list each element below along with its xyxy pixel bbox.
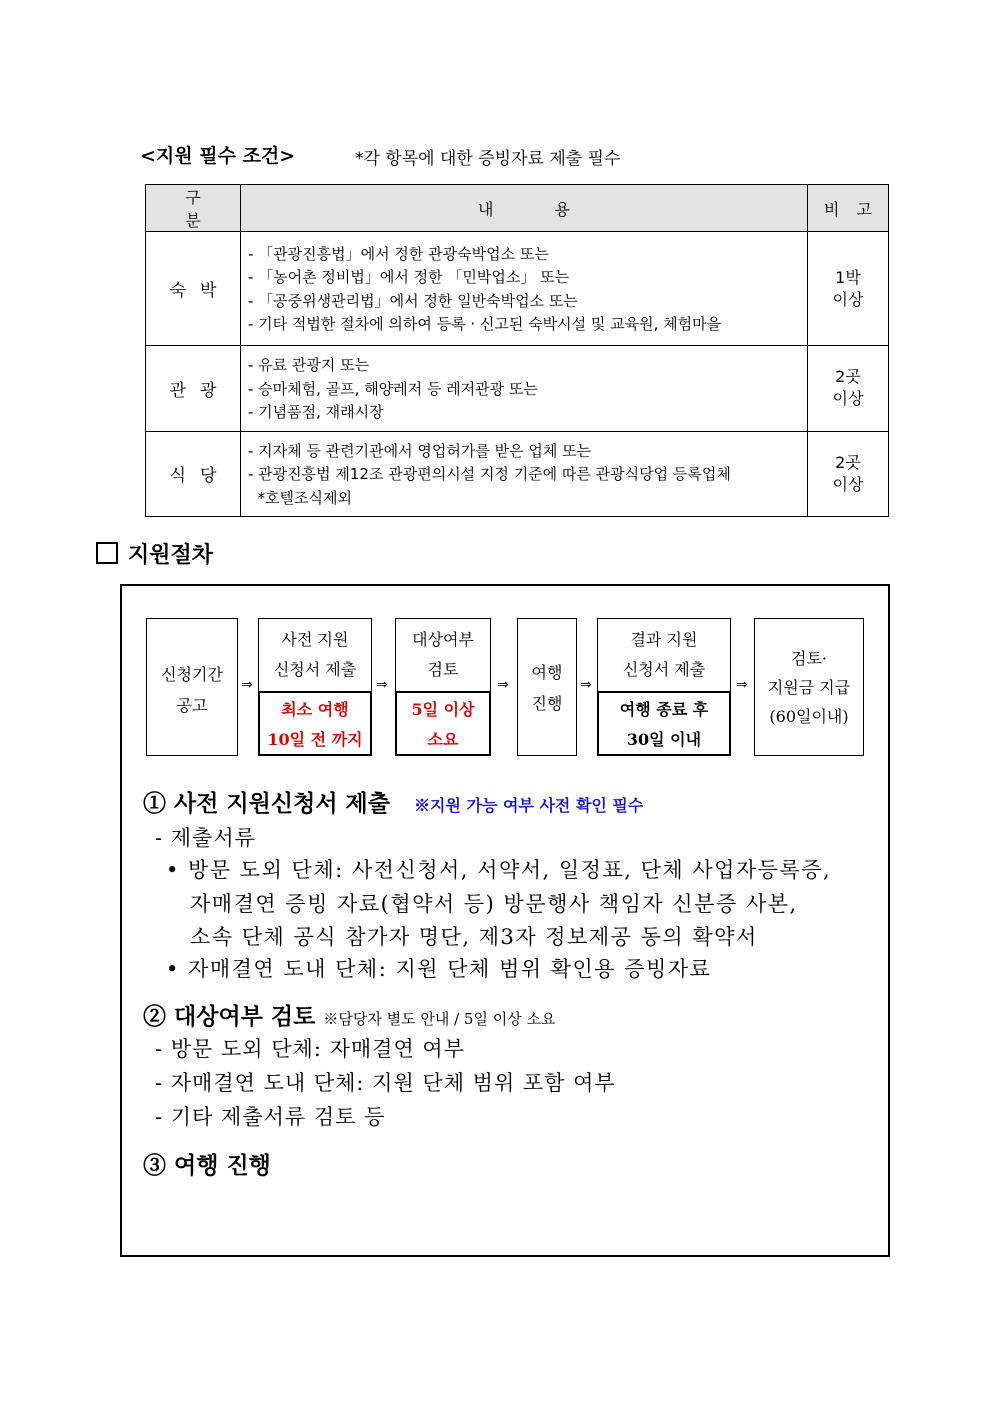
content-line: - 「공중위생관리법」에서 정한 일반숙박업소 또는 <box>248 291 578 310</box>
flow-step-payment <box>754 618 864 756</box>
flow-text: (60일이내) <box>769 707 849 726</box>
header-note: 비 고 <box>808 185 889 232</box>
step2-heading <box>143 998 555 1031</box>
step1-bullet-line: • 자매결연 도내 단체: 지원 단체 범위 확인용 증빙자료 <box>166 957 712 981</box>
step1-heading <box>143 785 643 818</box>
step3-heading: ③ 여행 진행 <box>143 1152 271 1179</box>
conditions-table <box>145 184 889 517</box>
conditions-note: *각 항목에 대한 증빙자료 제출 필수 <box>355 149 621 169</box>
flow-text: 30일 이내 <box>626 730 702 749</box>
content-line: - 기념품점, 재래시장 <box>248 403 384 421</box>
note-line: 이상 <box>832 389 864 409</box>
flow-text: 지원금 지급 <box>767 678 851 697</box>
flow-step-travel <box>517 618 577 756</box>
content-line: - 승마체험, 골프, 해양레저 등 레저관광 또는 <box>248 379 538 398</box>
section-title-text: 지원절차 <box>128 543 214 568</box>
step1-sub: - 제출서류 <box>155 826 256 850</box>
arrow-icon: ⇒ <box>736 677 748 693</box>
step1-note: ※지원 가능 여부 사전 확인 필수 <box>414 796 644 815</box>
content-line: - 기타 적법한 절차에 의하여 등록 · 신고된 숙박시설 및 교육원, 체험마을 <box>248 315 722 333</box>
header-content: 내 용 <box>241 185 808 232</box>
flow-step-pre-application <box>258 618 372 756</box>
flow-text: 여행 종료 후 <box>619 700 709 719</box>
row-note <box>808 346 889 432</box>
flow-text: 10일 전 까지 <box>267 730 363 749</box>
table-row <box>146 431 889 517</box>
header-category: 구 분 <box>146 185 241 232</box>
arrow-icon: ⇒ <box>376 677 388 693</box>
flow-text: 검토· <box>791 649 827 668</box>
step2-item: - 자매결연 도내 단체: 지원 단체 범위 포함 여부 <box>155 1071 616 1095</box>
flow-step-announce <box>146 618 238 756</box>
flow-text: 결과 지원 <box>630 630 698 649</box>
flow-text: 검토 <box>427 660 459 679</box>
step1-bullet-line: • 방문 도외 단체: 사전신청서, 서약서, 일정표, 단체 사업자등록증, <box>166 858 832 882</box>
table-row <box>146 346 889 432</box>
square-icon <box>96 542 118 564</box>
section-title <box>96 538 213 569</box>
note-line: 2곳 <box>835 452 861 472</box>
flow-step-review <box>395 618 491 756</box>
row-category: 관광 <box>146 346 241 432</box>
table-row <box>146 232 889 346</box>
flow-text: 5일 이상 <box>411 700 475 719</box>
conditions-title: <지원 필수 조건> <box>140 145 296 167</box>
flow-text: 신청서 제출 <box>273 660 357 679</box>
step1-bullet-line: 소속 단체 공식 참가자 명단, 제3자 정보제공 동의 확약서 <box>190 925 758 949</box>
row-content <box>241 346 808 432</box>
row-category: 식당 <box>146 431 241 517</box>
flow-text: 신청서 제출 <box>622 660 706 679</box>
content-line: - 유료 관광지 또는 <box>248 356 370 374</box>
flow-text: 소요 <box>427 730 459 749</box>
step2-item: - 기타 제출서류 검토 등 <box>155 1105 386 1129</box>
flow-text: 신청기간 <box>161 665 223 684</box>
step2-item: - 방문 도외 단체: 자매결연 여부 <box>155 1037 465 1061</box>
content-line: - 「농어촌 정비법」에서 정한 「민박업소」 또는 <box>248 268 570 286</box>
flow-text: 여행 <box>531 663 563 682</box>
note-line: 이상 <box>832 474 864 494</box>
note-line: 1박 <box>835 267 861 287</box>
arrow-icon: ⇒ <box>497 677 509 693</box>
step1-bullet-line: 자매결연 증빙 자료(협약서 등) 방문행사 책임자 신분증 사본, <box>190 892 798 916</box>
flow-text: 사전 지원 <box>281 630 349 649</box>
row-note <box>808 431 889 517</box>
content-line: - 지자체 등 관련기관에서 영업허가를 받은 업체 또는 <box>248 441 592 460</box>
table-header-row <box>146 185 889 232</box>
content-line: - 관광진흥법 제12조 관광편의시설 지정 기준에 따른 관광식당업 등록업체 <box>248 465 731 483</box>
row-content <box>241 431 808 517</box>
flow-text: 최소 여행 <box>281 700 349 719</box>
flow-text: 진행 <box>531 694 563 713</box>
note-line: 이상 <box>832 289 864 309</box>
step2-title: ② 대상여부 검토 <box>143 1003 316 1030</box>
row-content <box>241 232 808 346</box>
step1-title: ① 사전 지원신청서 제출 <box>143 790 390 817</box>
content-line: *호텔조식제외 <box>248 488 352 507</box>
flow-text: 공고 <box>176 696 208 715</box>
flow-step-result-application <box>597 618 731 756</box>
row-note <box>808 232 889 346</box>
arrow-icon: ⇒ <box>241 677 253 693</box>
flow-text: 대상여부 <box>412 630 474 649</box>
step2-note: ※담당자 별도 안내 / 5일 이상 소요 <box>323 1010 556 1028</box>
row-category: 숙박 <box>146 232 241 346</box>
arrow-icon: ⇒ <box>580 677 592 693</box>
content-line: - 「관광진흥법」에서 정한 관광숙박업소 또는 <box>248 244 549 263</box>
note-line: 2곳 <box>835 367 861 387</box>
